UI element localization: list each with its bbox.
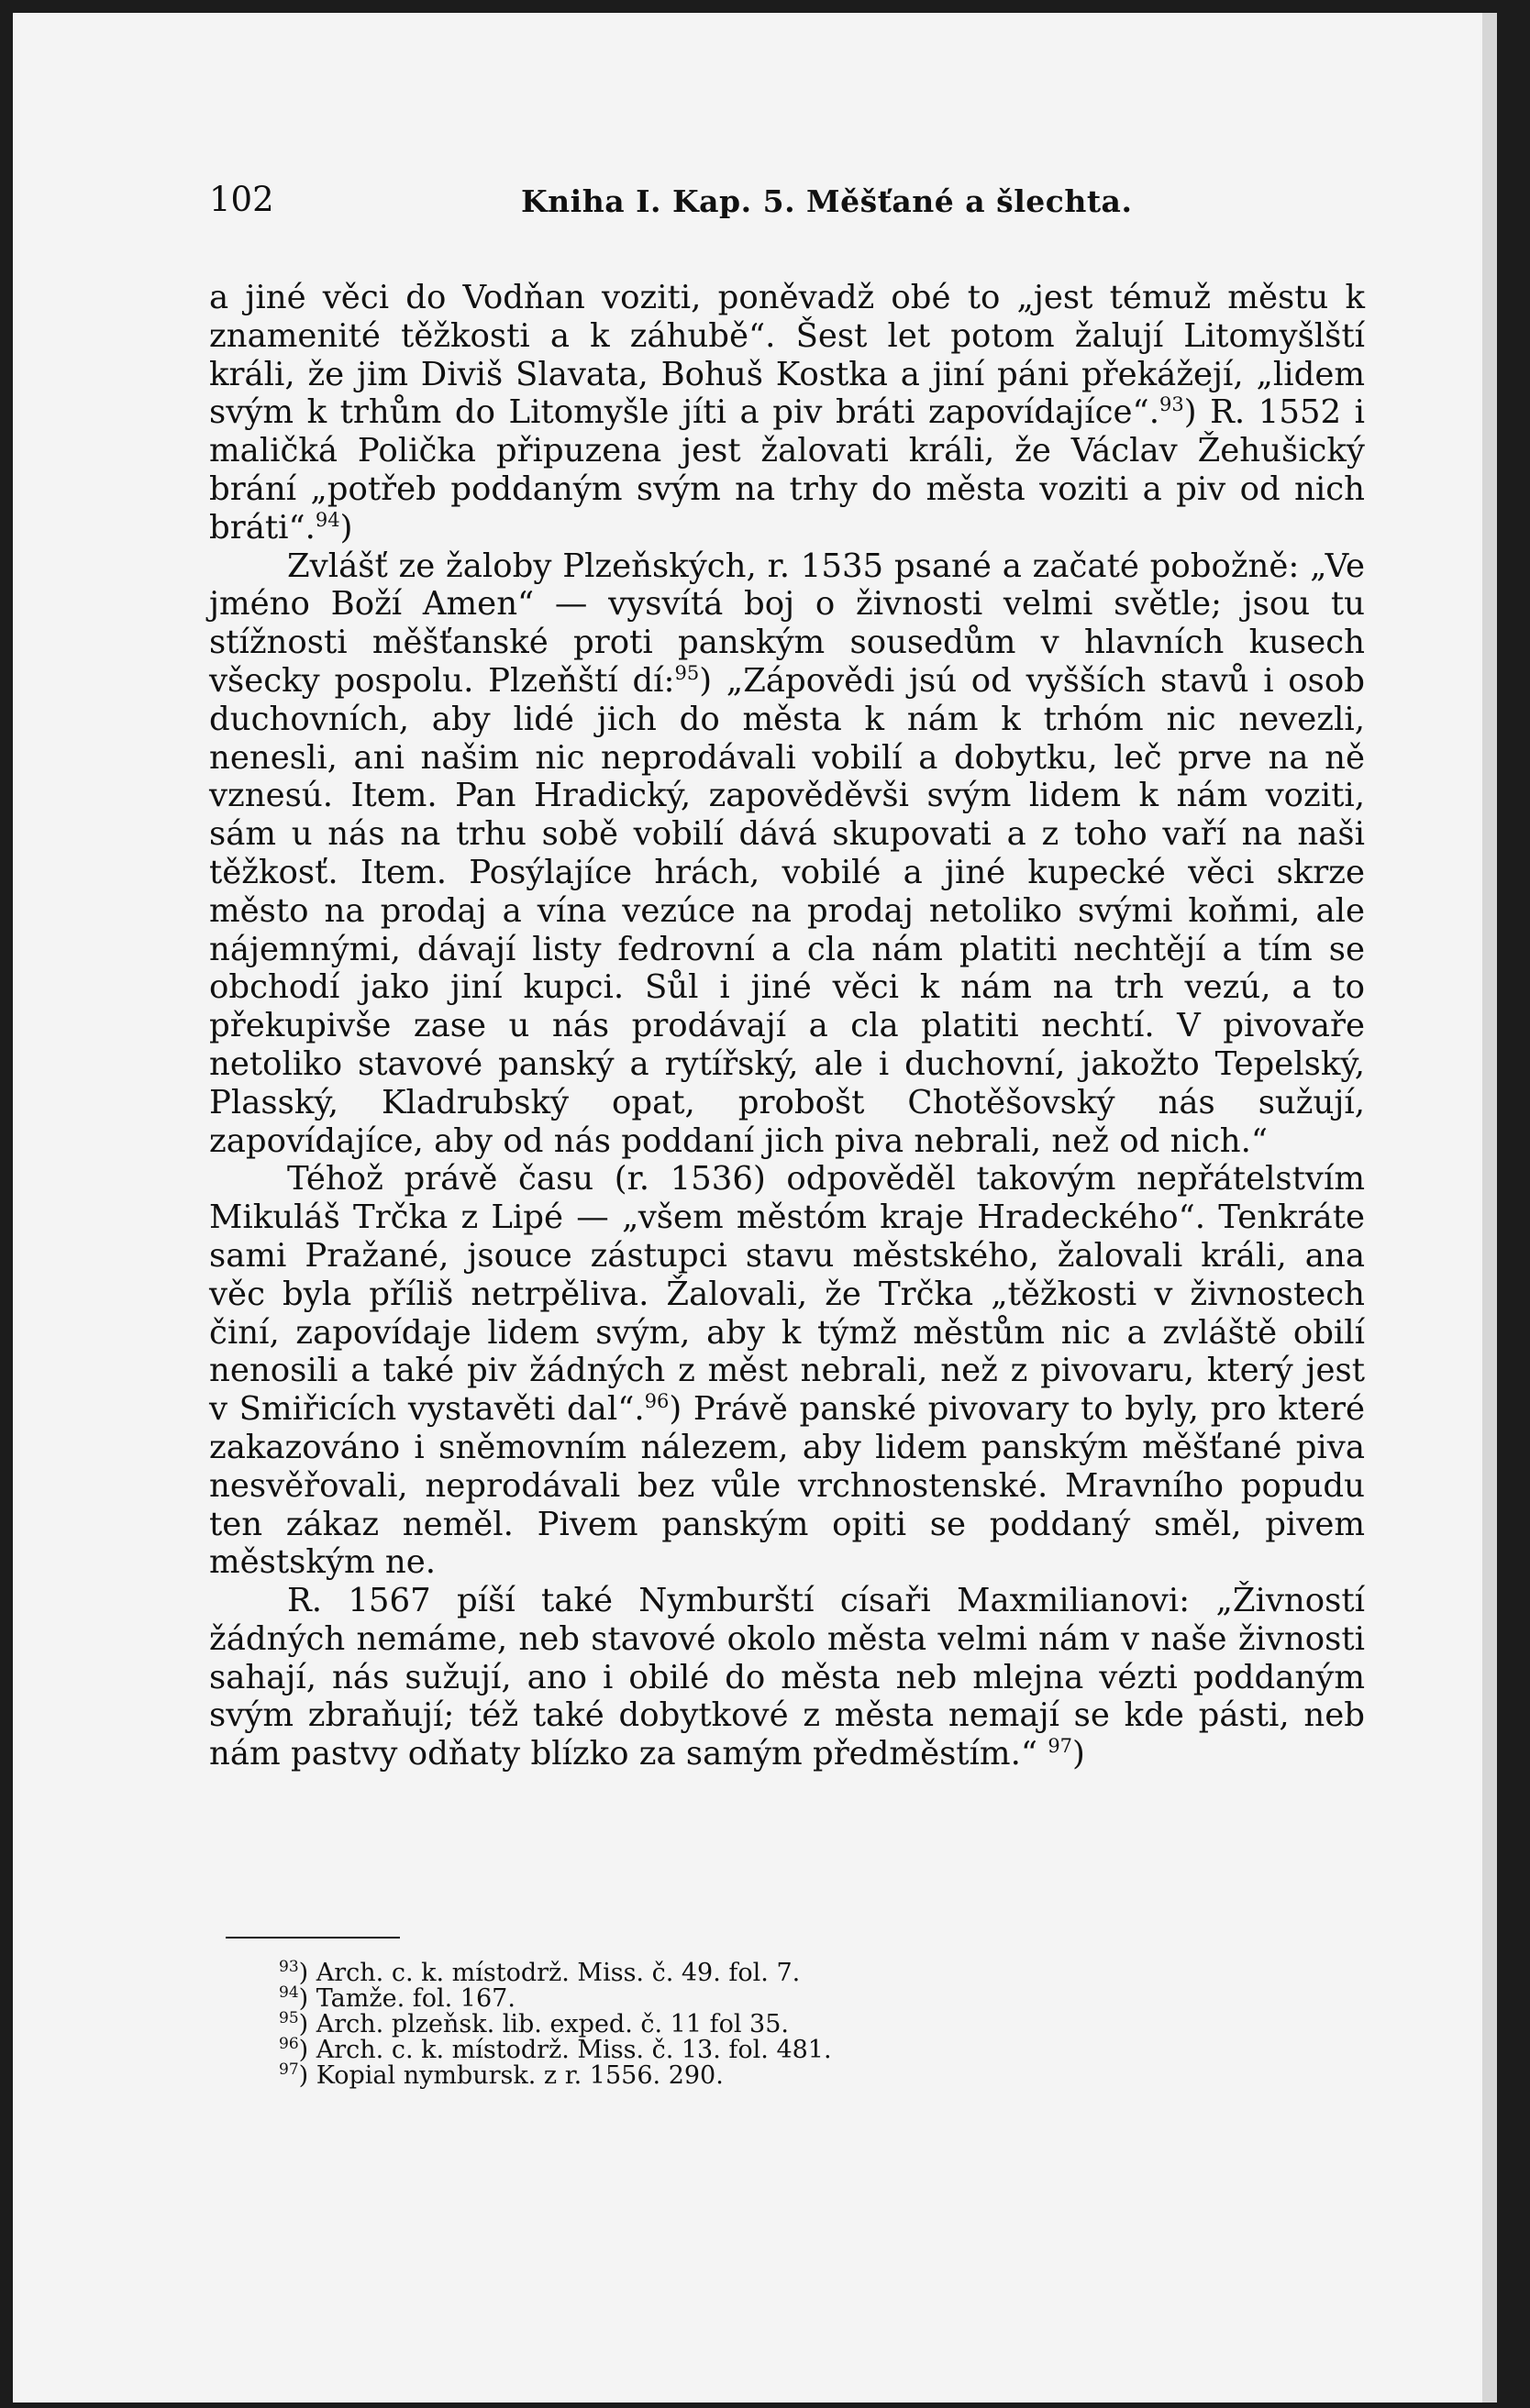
- footnote-95: $^{95}$) Arch. plzeňsk. lib. exped. č. 11 fol 35.: [279, 2009, 789, 2038]
- footnotes: [279, 1958, 1288, 2090]
- page-number: 102: [209, 180, 274, 219]
- footnote-96: $^{96}$) Arch. c. k. místodrž. Miss. č. 13. fol. 481.: [279, 2035, 832, 2064]
- footnote-ref-97: 97: [1048, 1735, 1073, 1758]
- footnote-ref-93: 93: [1159, 393, 1184, 416]
- paragraph-1: a jiné věci do Vodňan voziti, poněvadž obé to „jest témuž městu k znamenité těžkosti a k záhubě“. Šest let potom žalují Litomyšlští králi, že jim Diviš Slavata, Bohuš Kostka a jiní páni překážejí, „lidem svým k trhům do Litomyšle jíti a piv bráti zapovídajíce“.$^{93}$) R. 1552 i maličká Polička připuzena jest žalovati králi, že Václav Žehušický brání „potřeb poddaným svým na trhy do města voziti a piv od nich bráti“.$^{94}$): [209, 279, 1366, 547]
- paragraph-3: Téhož právě času (r. 1536) odpověděl takovým nepřátelstvím Mikuláš Trčka z Lipé — „všem městóm kraje Hradeckého“. Tenkráte sami Pražané, jsouce zástupci stavu městského, žalovali králi, ana věc byla příliš netrpěliva. Žalovali, že Trčka „těžkosti v živnostech činí, zapovídaje lidem svým, aby k týmž městům nic a zvláště obilí nenosili a také piv žádných z měst nebrali, než z pivovaru, který jest v Smiřicích vystavěti dal“.$^{96}$) Právě panské pivovary to byly, pro které zakazováno i sněmovním nálezem, aby lidem panským měšťané piva nesvěřovali, neprodávali bez vůle vrchnostenské. Mravního popudu ten zákaz neměl. Pivem panským opiti se poddaný směl, pivem městským ne.: [209, 1160, 1366, 1582]
- footnote-97: $^{97}$) Kopial nymbursk. z r. 1556. 290.: [279, 2060, 724, 2090]
- footnote-ref-95: 95: [674, 662, 700, 685]
- footnote-94: $^{94}$) Tamže. fol. 167.: [279, 1983, 516, 2013]
- footnote-93: $^{93}$) Arch. c. k. místodrž. Miss. č. 49. fol. 7.: [279, 1958, 801, 1987]
- body-text: [209, 279, 1365, 1773]
- book-page: [13, 13, 1497, 2402]
- running-title: Kniha I. Kap. 5. Měšťané a šlechta.: [521, 183, 1133, 219]
- footnote-separator: [226, 1937, 400, 1939]
- paragraph-2: Zvlášť ze žaloby Plzeňských, r. 1535 psané a začaté pobožně: „Ve jméno Boží Amen“ — vysvítá boj o živnosti velmi světle; jsou tu stížnosti měšťanské proti panským sousedům v hlavních kusech všecky pospolu. Plzeňští dí:$^{95}$) „Zápovědi jsú od vyšších stavů i osob duchovních, aby lidé jich do města k nám k trhóm nic nevezli, nenesli, ani našim nic neprodávali vobilí a dobytku, leč prve na ně vznesú. Item. Pan Hradický, zapověděvši svým lidem k nám voziti, sám u nás na trhu sobě vobilí dává skupovati a z toho vaří na naši těžkosť. Item. Posýlajíce hrách, vobilé a jiné kupecké věci skrze město na prodaj a vína vezúce na prodaj netoliko svými koňmi, ale nájemnými, dávají listy fedrovní a cla nám platiti nechtějí a tím se obchodí jako jiní kupci. Sůl i jiné věci k nám na trh vezú, a to překupivše zase u nás prodávají a cla platiti nechtí. V pivovaře netoliko stavové panský a rytířský, ale i duchovní, jakožto Tepelský, Plasský, Kladrubský opat, probošt Chotěšovský nás sužují, zapovídajíce, aby od nás poddaní jich piva nebrali, než od nich.“: [209, 547, 1365, 1160]
- footnote-ref-96: 96: [644, 1390, 670, 1413]
- paragraph-4: R. 1567 píší také Nymburští císaři Maxmilianovi: „Živností žádných nemáme, neb stavové okolo města velmi nám v naše živnosti sahají, nás sužují, ano i obilé do města neb mlejna vézti poddaným svým zbraňují; též také dobytkové z města nemají se kde pásti, neb nám pastvy odňaty blízko za samým předměstím.“ $^{97}$): [209, 1582, 1365, 1773]
- footnote-ref-94: 94: [315, 508, 340, 531]
